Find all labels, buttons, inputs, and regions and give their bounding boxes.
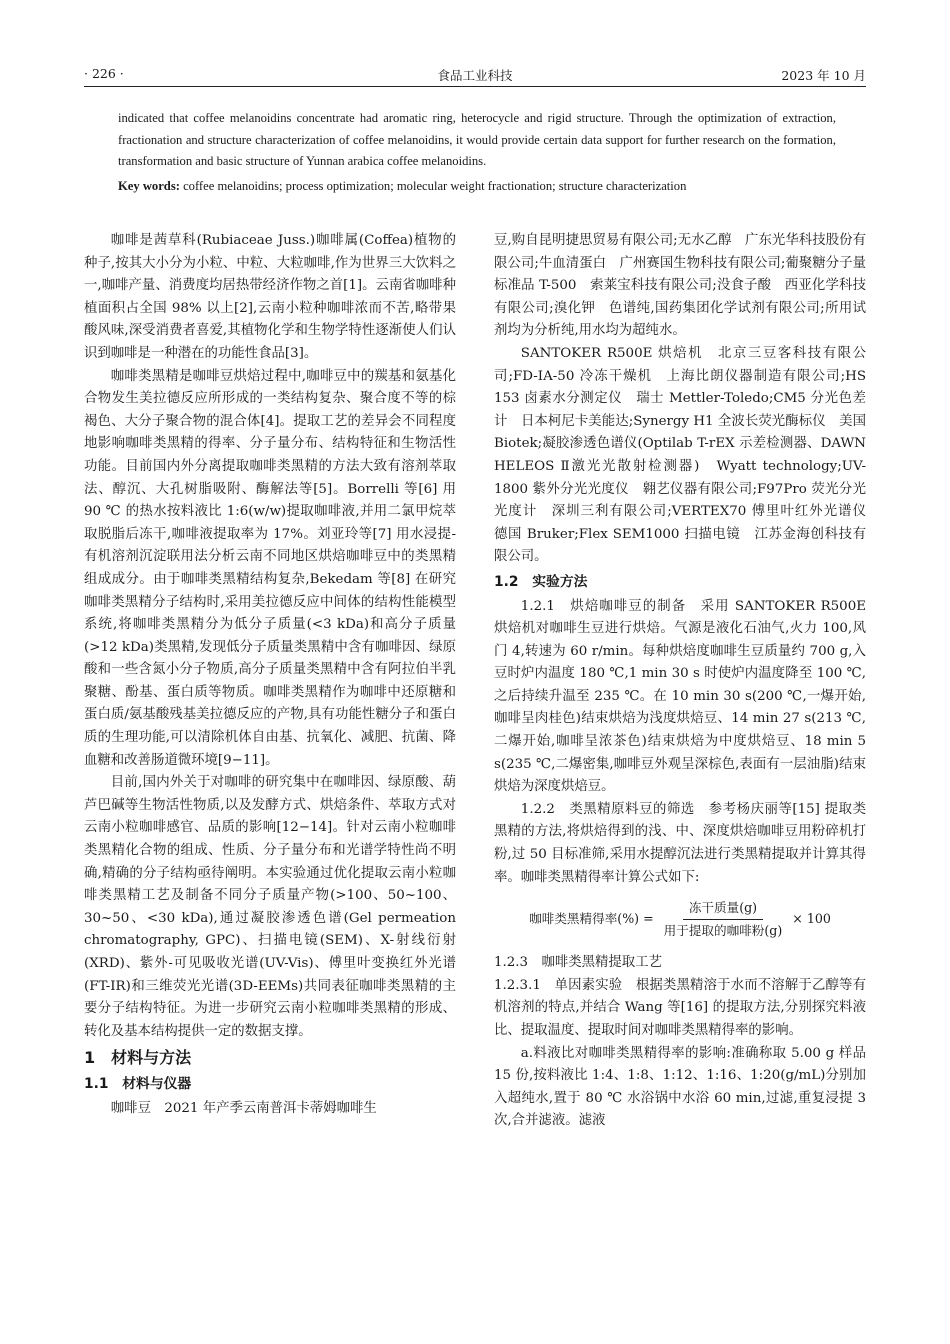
subsection-heading-methods: 1.2 实验方法 [494, 573, 588, 590]
formula-denominator: 用于提取的咖啡粉(g) [663, 923, 783, 939]
ratio-paragraph: a.料液比对咖啡类黑精得率的影响:准确称取 5.00 g 样品 15 份,按料液比 1:4、1:8、1:12、1:16、1:20(g/mL)分别加入超纯水,置于 80 ℃ 水浴锅中水浴 60 min,过滤,重复浸提 3 次,合并滤液。滤液 [494, 1045, 866, 1129]
keywords-text: coffee melanoidins; process optimization; molecular weight fractionation; structure characterization [179, 178, 687, 193]
journal-name: 食品工业科技 [437, 68, 513, 83]
intro-paragraph-1: 咖啡是茜草科(Rubiaceae Juss.)咖啡属(Coffea)植物的种子,按其大小分为小粒、中粒、大粒咖啡,作为世界三大饮料之一,咖啡产量、消费度均居热带经济作物之首[1]。云南省咖啡种植面积占全国 98% 以上[2],云南小粒种咖啡浓而不苦,略带果酸风味,深受消费者喜爱,其植物化学和生物学特性逐渐使人们认识到咖啡是一种潜在的功能性食品[3]。 [84, 233, 456, 361]
materials-continued: 豆,购自昆明捷思贸易有限公司;无水乙醇 广东光华科技股份有限公司;牛血清蛋白 广州赛国生物科技有限公司;葡聚糖分子量标准品 T-500 索莱宝科技有限公司;没食子酸 西亚化学科技有限公司;溴化钾 色谱纯,国药集团化学试剂有限公司;所用试剂均为分析纯,用水均为超纯水。 [494, 233, 866, 339]
screening-paragraph: 1.2.2 类黑精原料豆的筛选 参考杨庆丽等[15] 提取类黑精的方法,将烘焙得到的浅、中、深度烘焙咖啡豆用粉碎机打粉,过 50 目标准筛,采用水提醇沉法进行类黑精提取并计算其得率。咖啡类黑精得率计算公式如下: [494, 801, 866, 885]
left-column [84, 230, 456, 1120]
formula-fraction [658, 899, 789, 940]
roasting-paragraph: 1.2.1 烘焙咖啡豆的制备 采用 SANTOKER R500E 烘焙机对咖啡生豆进行烘焙。气源是液化石油气,火力 100,风门 4,转速为 60 r/min。每种烘焙度咖啡生豆质量约 700 g,入豆时炉内温度 180 ℃,1 min 30 s 时使炉内温度降至 100 ℃,之后持续升温至 235 ℃。在 10 min 30 s(200 ℃,一爆开始,咖啡呈肉桂色)结束烘焙为浅度烘焙豆、14 min 27 s(213 ℃,二爆开始,咖啡呈浓茶色)结束烘焙为中度烘焙豆、18 min 5 s(235 ℃,二爆密集,咖啡豆外观呈深棕色,表面有一层油脂)结束烘焙为深度烘焙豆。 [494, 598, 866, 795]
instruments-paragraph: SANTOKER R500E 烘焙机 北京三豆客科技有限公司;FD-IA-50 冷冻干燥机 上海比朗仪器制造有限公司;HS 153 卤素水分测定仪 瑞士 Mettler-Toledo;CM5 分光色差计 日本柯尼卡美能达;Synergy H1 全波长荧光酶标仪 美国 Biotek;凝胶渗透色谱仪(Optilab T-rEX 示差检测器、DAWN HELEOS Ⅱ激光光散射检测器) Wyatt technology;UV-1800 紫外分光光度仪 翱艺仪器有限公司;F97Pro 荧光分光光度计 深圳三利有限公司;VERTEX70 傅里叶红外光谱仪 德国 Bruker;Flex SEM1000 扫描电镜 江苏金海创科技有限公司。 [494, 345, 880, 565]
extraction-heading: 1.2.3 咖啡类黑精提取工艺 [494, 955, 662, 971]
intro-paragraph-3: 目前,国内外关于对咖啡的研究集中在咖啡因、绿原酸、葫芦巴碱等生物活性物质,以及发酵方式、烘焙条件、萃取方式对云南小粒咖啡感官、品质的影响[12−14]。针对云南小粒咖啡类黑精化合物的组成、性质、分子量分布和光谱学特性尚不明确,精确的分子结构亟待阐明。本实验通过优化提取云南小粒咖啡类黑精工艺及制备不同分子质量产物(>100、50~100、30~50、<30 kDa),通过凝胶渗透色谱(Gel permeation chromatography, GPC)、扫描电镜(SEM)、X-射线衍射(XRD)、紫外-可见吸收光谱(UV-Vis)、傅里叶变换红外光谱(FT-IR)和三维荧光光谱(3D-EEMs)共同表征咖啡类黑精的主要分子结构特征。为进一步研究云南小粒咖啡类黑精的形成、转化及基本结构提供一定的数据支撑。 [84, 775, 456, 1039]
keywords-line [118, 176, 836, 198]
keywords-label: Key words: [118, 178, 180, 193]
formula-numerator: 冻干质量(g) [683, 899, 763, 920]
yield-formula [494, 899, 866, 940]
right-column [494, 230, 880, 1133]
abstract-tail [118, 108, 836, 197]
materials-paragraph: 咖啡豆 2021 年产季云南普洱卡蒂姆咖啡生 [110, 1100, 377, 1116]
intro-paragraph-2: 咖啡类黑精是咖啡豆烘焙过程中,咖啡豆中的羰基和氨基化合物发生美拉德反应所形成的一类结构复杂、聚合度不等的棕褐色、大分子聚合物的混合体[4]。提取工艺的差异会不同程度地影响咖啡类黑精的得率、分子量分布、结构特征和生物活性功能。目前国内外分离提取咖啡类黑精的方法大致有溶剂萃取法、醇沉、大孔树脂吸附、酶解法等[5]。Borrelli 等[6] 用 90 ℃ 的热水按料液比 1:6(w/w)提取咖啡液,并用二氯甲烷萃取脱脂后冻干,咖啡液提取率为 17%。刘亚玲等[7] 用水浸提-有机溶剂沉淀联用法分析云南不同地区烘焙咖啡豆中的类黑精组成成分。由于咖啡类黑精结构复杂,Bekedam 等[8] 在研究咖啡类黑精分子结构时,采用美拉德反应中间体的结构性能模型系统,将咖啡类黑精分为低分子质量(<3 kDa)和高分子质量(>12 kDa)类黑精,发现低分子质量类黑精中含有咖啡因、绿原酸和一些含氮小分子物质,高分子质量类黑精中含有阿拉伯半乳聚糖、酚基、蛋白质等物质。咖啡类黑精作为咖啡中还原糖和蛋白质/氨基酸残基美拉德反应的产物,具有功能性糖分子和蛋白质的生理功能,可以清除机体自由基、抗氧化、减肥、抗菌、降血糖和改善肠道微环境[9−11]。 [84, 368, 456, 768]
abstract-text: indicated that coffee melanoidins concentrate had aromatic ring, heterocycle and rigid structure. Through the optimization of extraction, fractionation and structure characterization of coffee melanoidins, it would provide certain data support for further research on the formation, transformation and basic structure of Yunnan arabica coffee melanoidins. [118, 111, 836, 168]
formula-rhs: × 100 [792, 911, 831, 927]
issue-date: 2023 年 10 月 [781, 68, 866, 83]
page-header [84, 64, 866, 87]
subsection-heading-materials: 1.1 材料与仪器 [84, 1075, 192, 1092]
section-heading-materials-methods: 1 材料与方法 [84, 1048, 192, 1068]
single-factor-paragraph: 1.2.3.1 单因素实验 根据类黑精溶于水而不溶解于乙醇等有机溶剂的特点,并结合 Wang 等[16] 的提取方法,分别探究料液比、提取温度、提取时间对咖啡类黑精得率的影响。 [494, 977, 866, 1038]
page-number: · 226 · [84, 66, 124, 81]
formula-lhs: 咖啡类黑精得率(%) = [529, 911, 654, 927]
